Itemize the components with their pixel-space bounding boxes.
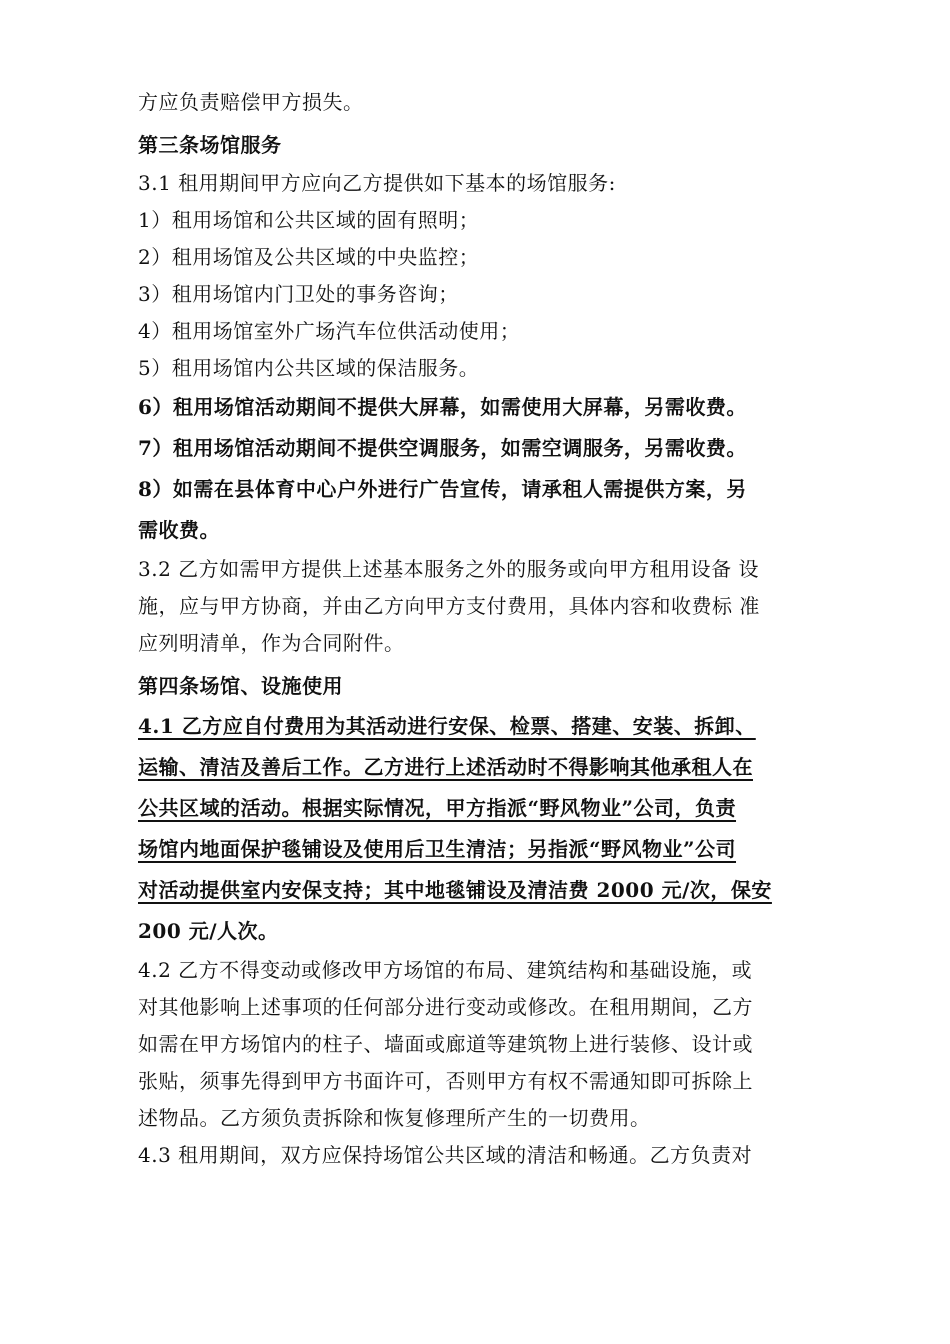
clause-4-1-cont: 场馆内地面保护毯铺设及使用后卫生清洁；另指派“野风物业”公司 [138,837,737,861]
clause-3-2-cont: 应列明清单，作为合同附件。 [138,631,405,655]
clause-4-1: 4.1 乙方应自付费用为其活动进行安保、检票、搭建、安装、拆卸、 [138,714,756,738]
clause-4-1-cont: 200 元/人次。 [138,919,279,943]
clause-3-2: 3.2 乙方如需甲方提供上述基本服务之外的服务或向甲方租用设备 设 [138,557,760,581]
clause-4-1-cont: 公共区域的活动。根据实际情况，甲方指派“野风物业”公司，负责 [138,796,737,820]
clause-4-2-cont: 如需在甲方场馆内的柱子、墙面或廊道等建筑物上进行装修、设计或 [138,1032,753,1056]
list-item-2: 2）租用场馆及公共区域的中央监控； [138,245,480,269]
section-heading-3: 第三条场馆服务 [138,133,282,157]
list-item-6: 6）租用场馆活动期间不提供大屏幕，如需使用大屏幕，另需收费。 [138,395,747,419]
list-item-4: 4）租用场馆室外广场汽车位供活动使用； [138,319,521,343]
clause-4-3: 4.3 租用期间，双方应保持场馆公共区域的清洁和畅通。乙方负责对 [138,1143,753,1167]
list-item-8-cont: 需收费。 [138,518,220,542]
list-item-5: 5）租用场馆内公共区域的保洁服务。 [138,356,480,380]
clause-3-1: 3.1 租用期间甲方应向乙方提供如下基本的场馆服务: [138,171,616,195]
list-item-7: 7）租用场馆活动期间不提供空调服务，如需空调服务，另需收费。 [138,436,747,460]
list-item-8: 8）如需在县体育中心户外进行广告宣传，请承租人需提供方案，另 [138,477,747,501]
clause-4-2: 4.2 乙方不得变动或修改甲方场馆的布局、建筑结构和基础设施，或 [138,958,753,982]
clause-4-2-cont: 张贴，须事先得到甲方书面许可，否则甲方有权不需通知即可拆除上 [138,1069,753,1093]
text-line: 方应负责赔偿甲方损失。 [138,90,364,114]
clause-4-1-cont: 运输、清洁及善后工作。乙方进行上述活动时不得影响其他承租人在 [138,755,753,779]
clause-4-1-cont: 对活动提供室内安保支持；其中地毯铺设及清洁费 2000 元/次，保安 [138,878,772,902]
clause-4-2-cont: 述物品。乙方须负责拆除和恢复修理所产生的一切费用。 [138,1106,651,1130]
list-item-3: 3）租用场馆内门卫处的事务咨询； [138,282,459,306]
clause-3-2-cont: 施，应与甲方协商，并由乙方向甲方支付费用，具体内容和收费标 准 [138,594,760,618]
list-item-1: 1）租用场馆和公共区域的固有照明； [138,208,480,232]
document-page [138,84,838,1174]
clause-4-2-cont: 对其他影响上述事项的任何部分进行变动或修改。在租用期间，乙方 [138,995,753,1019]
section-heading-4: 第四条场馆、设施使用 [138,674,343,698]
